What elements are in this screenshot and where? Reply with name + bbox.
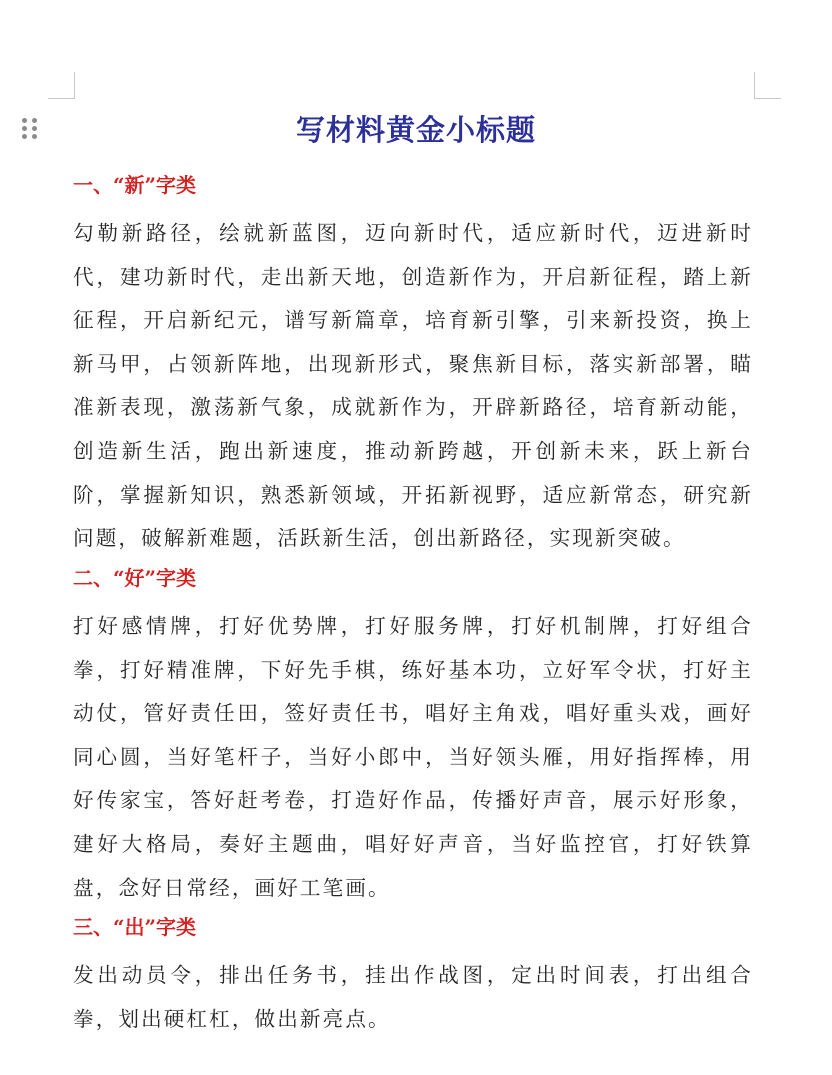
section-body: 勾勒新路径，绘就新蓝图，迈向新时代，适应新时代，迈进新时代，建功新时代，走出新天地，创造新作为，开启新征程，踏上新征程，开启新纪元，谱写新篇章，培育新引擎，引来新投资，换上新马甲，占领新阵地，出现新形式，聚焦新目标，落实新部署，瞄准新表现，激荡新气象，成就新作为，开辟新路径，培育新动能，创造新生活，跑出新速度，推动新跨越，开创新未来，跃上新台阶，掌握新知识，熟悉新领域，开拓新视野，适应新常态，研究新问题，破解新难题，活跃新生活，创出新路径，实现新突破。 bbox=[73, 221, 753, 551]
section-out bbox=[73, 912, 753, 1041]
section-good bbox=[73, 563, 753, 910]
section-new bbox=[73, 170, 753, 561]
section-heading: 二、“好”字类 bbox=[73, 566, 197, 590]
page-corner-mark-top-right bbox=[754, 72, 781, 99]
section-body: 发出动员令，排出任务书，挂出作战图，定出时间表，打出组合拳，划出硬杠杠，做出新亮点。 bbox=[73, 963, 753, 1031]
section-heading: 三、“出”字类 bbox=[73, 915, 197, 939]
document-title: 写材料黄金小标题 bbox=[295, 113, 536, 147]
page-corner-mark-top-left bbox=[48, 72, 75, 99]
section-body: 打好感情牌，打好优势牌，打好服务牌，打好机制牌，打好组合拳，打好精准牌，下好先手棋，练好基本功，立好军令状，打好主动仗，管好责任田，签好责任书，唱好主角戏，唱好重头戏，画好同心圆，当好笔杆子，当好小郎中，当好领头雁，用好指挥棒，用好传家宝，答好赶考卷，打造好作品，传播好声音，展示好形象，建好大格局，奏好主题曲，唱好好声音，当好监控官，打好铁算盘，念好日常经，画好工笔画。 bbox=[73, 614, 753, 900]
section-heading: 一、“新”字类 bbox=[73, 173, 197, 197]
